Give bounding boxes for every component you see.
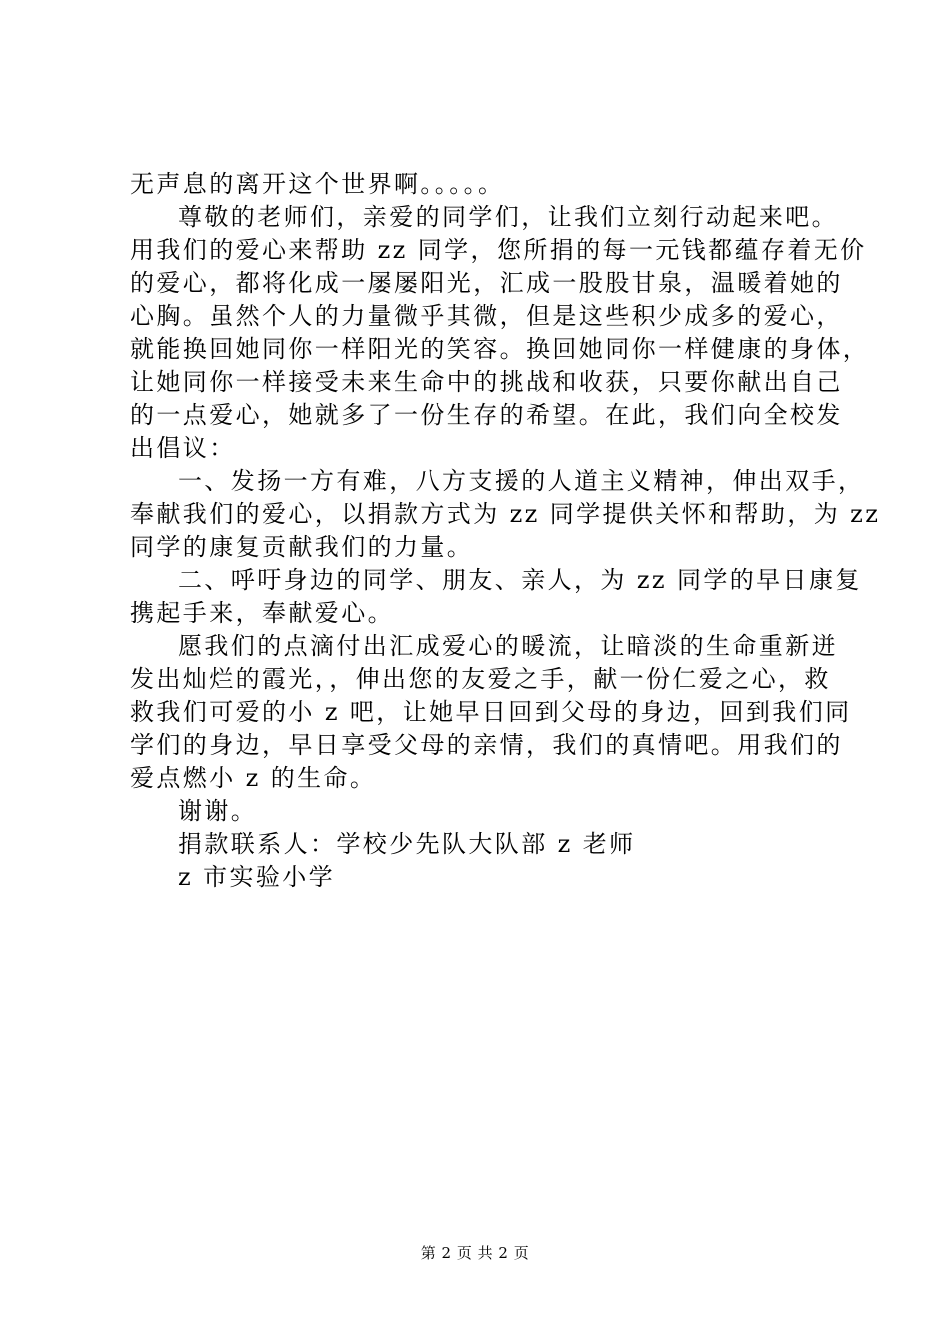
text-line: 奉献我们的爱心，以捐款方式为 zz 同学提供关怀和帮助，为 zz <box>130 500 881 528</box>
text-line: 捐款联系人：学校少先队大队部 z 老师 <box>178 830 636 858</box>
text-line: 同学的康复贡献我们的力量。 <box>130 533 474 561</box>
text-line: 出倡议： <box>130 434 236 462</box>
text-line: 救我们可爱的小 z 吧，让她早日回到父母的身边，回到我们同 <box>130 698 852 726</box>
text-line: 谢谢。 <box>178 797 258 825</box>
text-line: 的一点爱心，她就多了一份生存的希望。在此，我们向全校发 <box>130 401 843 429</box>
text-line: 二、呼吁身边的同学、朋友、亲人，为 zz 同学的早日康复 <box>178 566 862 594</box>
text-line: 发出灿烂的霞光，，伸出您的友爱之手，献一份仁爱之心，救 <box>130 665 831 693</box>
text-line: 学们的身边，早日享受父母的亲情，我们的真情吧。用我们的 <box>130 731 843 759</box>
text-line: 愿我们的点滴付出汇成爱心的暖流，让暗淡的生命重新迸 <box>178 632 838 660</box>
text-line: 的爱心，都将化成一屡屡阳光，汇成一股股甘泉，温暖着她的 <box>130 269 843 297</box>
page-number-footer: 第 2 页 共 2 页 <box>420 1244 530 1262</box>
text-line: 就能换回她同你一样阳光的笑容。换回她同你一样健康的身体， <box>130 335 870 363</box>
text-line: z 市实验小学 <box>178 863 336 891</box>
text-line: 一、发扬一方有难，八方支援的人道主义精神，伸出双手， <box>178 467 865 495</box>
text-line: 尊敬的老师们，亲爱的同学们，让我们立刻行动起来吧。 <box>178 203 838 231</box>
text-line: 心胸。虽然个人的力量微乎其微，但是这些积少成多的爱心， <box>130 302 843 330</box>
text-line: 无声息的离开这个世界啊。。。。。 <box>130 170 505 198</box>
text-line: 爱点燃小 z 的生命。 <box>130 764 377 792</box>
document-body <box>130 168 881 894</box>
text-line: 用我们的爱心来帮助 zz 同学，您所捐的每一元钱都蕴存着无价 <box>130 236 867 264</box>
text-line: 携起手来，奉献爱心。 <box>130 599 394 627</box>
text-line: 让她同你一样接受未来生命中的挑战和收获，只要你献出自己 <box>130 368 843 396</box>
